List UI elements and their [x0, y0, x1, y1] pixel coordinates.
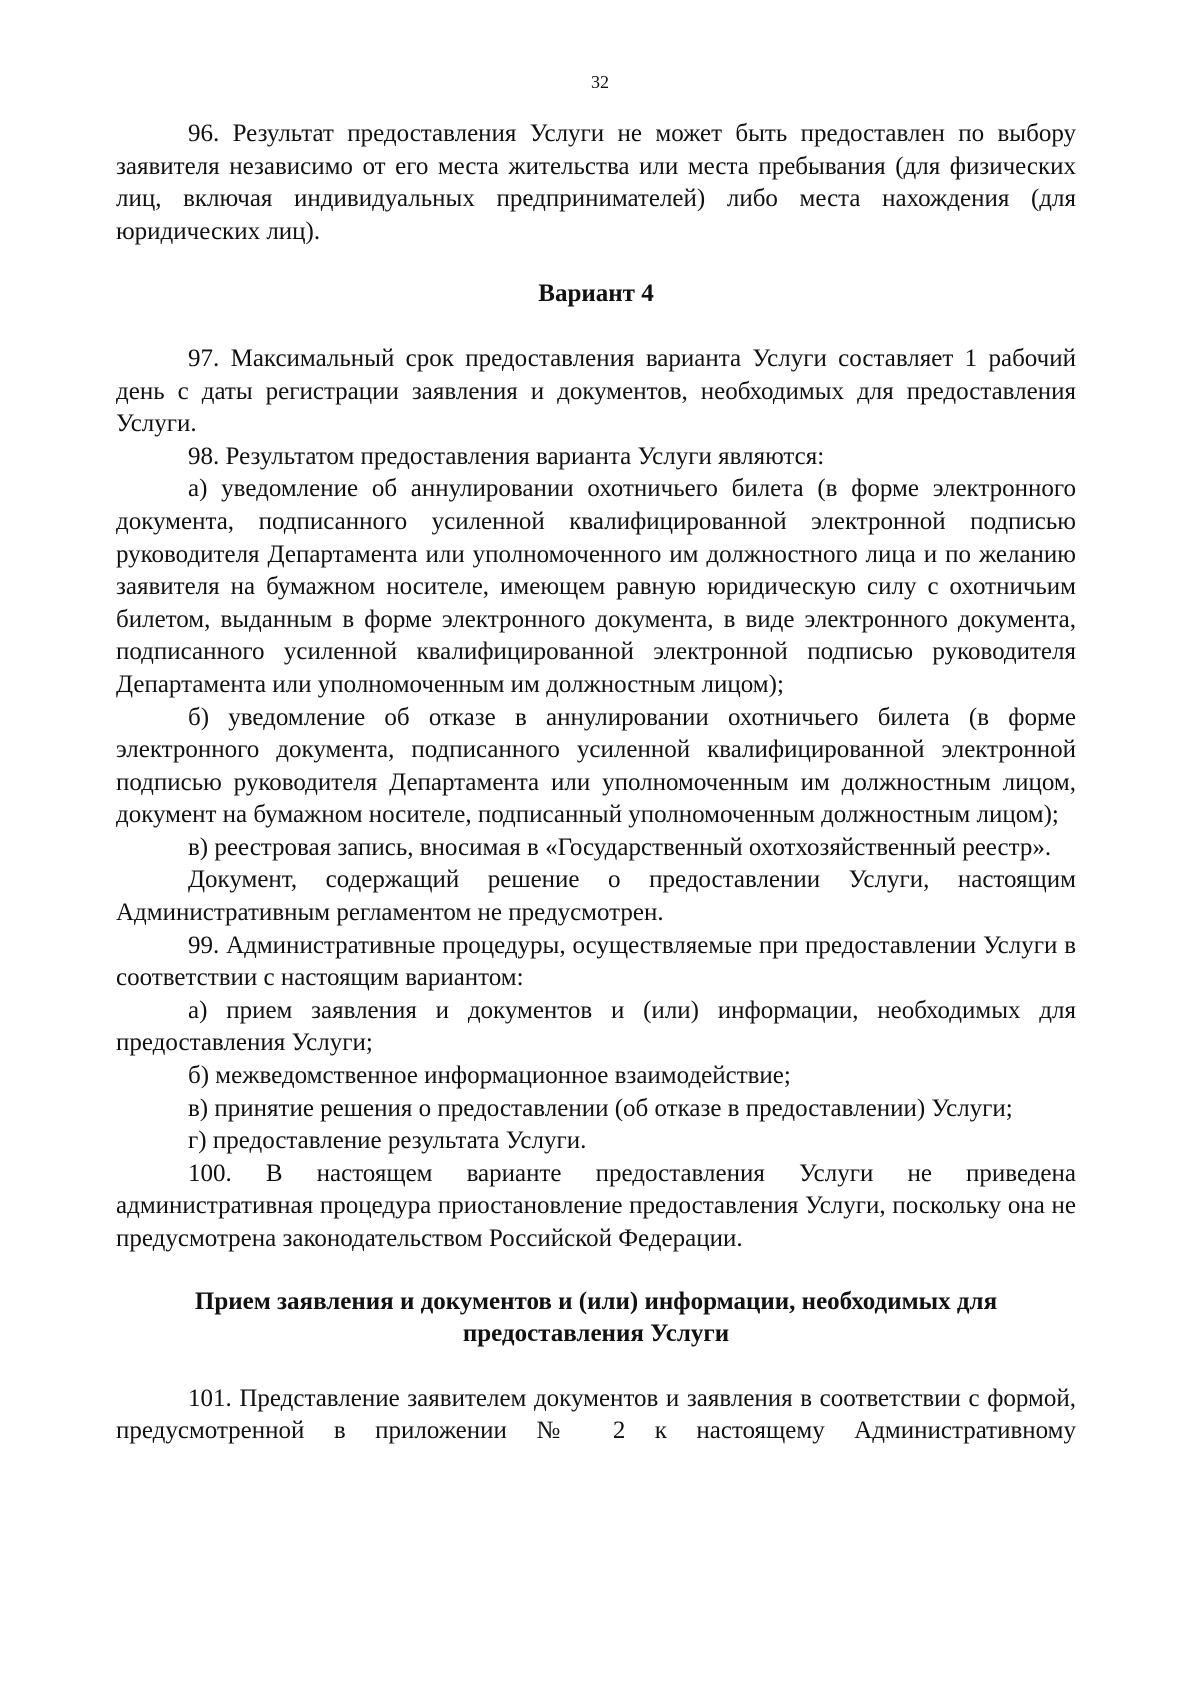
document-body	[116, 118, 1076, 1448]
section-heading-application-intake: Прием заявления и документов и (или) информации, необходимых для предоставления Услуги	[194, 1287, 998, 1348]
paragraph-99-g: г) предоставление результата Услуги.	[188, 1127, 587, 1155]
paragraph-98-a: а) уведомление об аннулировании охотничьего билета (в форме электронного документа, подписанного усиленной квалифицированной электронной подписью руководителя Департамента или уполномоченного им должностного лица и по желанию заявителя на бумажном носителе, имеющем равную юридическую силу с охотничьим билетом, выданным в форме электронного документа, в виде электронного документа, подписанного усиленной квалифицированной электронной подписью руководителя Департамента или уполномоченным им должностным лицом);	[116, 475, 1076, 698]
paragraph-98-v: в) реестровая запись, вносимая в «Государственный охотхозяйственный реестр».	[188, 833, 1052, 861]
paragraph-99: 99. Административные процедуры, осуществляемые при предоставлении Услуги в соответствии с настоящим вариантом:	[116, 931, 1076, 992]
paragraph-99-v: в) принятие решения о предоставлении (об отказе в предоставлении) Услуги;	[188, 1094, 1013, 1122]
section-heading-variant-4: Вариант 4	[538, 280, 654, 308]
paragraph-96: 96. Результат предоставления Услуги не может быть предоставлен по выбору заявителя независимо от его места жительства или места пребывания (для физических лиц, включая индивидуальных предпринимателей) либо места нахождения (для юридических лиц).	[116, 120, 1076, 245]
paragraph-97: 97. Максимальный срок предоставления варианта Услуги составляет 1 рабочий день с даты регистрации заявления и документов, необходимых для предоставления Услуги.	[116, 344, 1076, 438]
paragraph-98-b: б) уведомление об отказе в аннулировании охотничьего билета (в форме электронного документа, подписанного усиленной квалифицированной электронной подписью руководителя Департамента или уполномоченным им должностным лицом, документ на бумажном носителе, подписанный уполномоченным должностным лицом);	[116, 703, 1076, 829]
paragraph-decision-document: Документ, содержащий решение о предоставлении Услуги, настоящим Административным регламентом не предусмотрен.	[116, 866, 1076, 927]
paragraph-99-a: а) прием заявления и документов и (или) информации, необходимых для предоставления Услуги;	[116, 996, 1076, 1057]
paragraph-99-b: б) межведомственное информационное взаимодействие;	[188, 1062, 791, 1090]
paragraph-98: 98. Результатом предоставления варианта Услуги являются:	[188, 442, 825, 470]
paragraph-100: 100. В настоящем варианте предоставления Услуги не приведена административная процедура приостановление предоставления Услуги, поскольку она не предусмотрена законодательством Российской Федерации.	[116, 1159, 1076, 1252]
page-number: 32	[591, 72, 609, 92]
paragraph-101: 101. Представление заявителем документов и заявления в соответствии с формой, предусмотренной в приложении № 2 к настоящему Административному	[116, 1384, 1076, 1445]
